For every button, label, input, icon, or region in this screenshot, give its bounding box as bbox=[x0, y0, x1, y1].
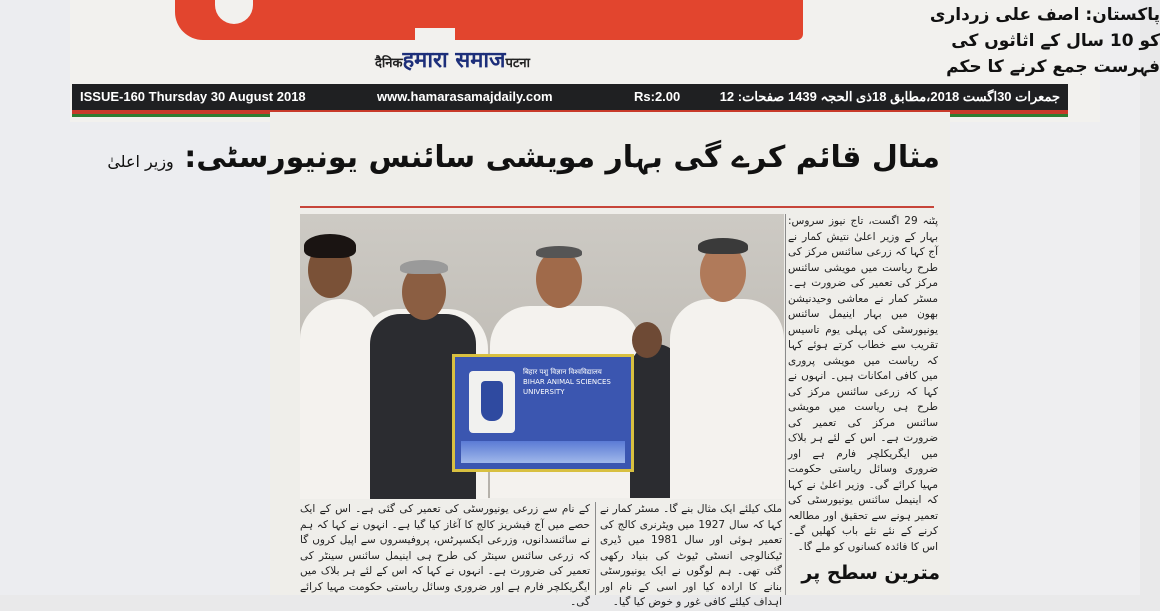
article-headline bbox=[107, 140, 940, 175]
article-column-bottom-2: کے نام سے زرعی یونیورسٹی کی تعمیر کی گئی ہے۔ اس کے ایک حصے میں آج فیشریز کالج کا آغاز کیا گیا ہے۔ انہوں نے کہا کہ ہم نے سائنسدانوں، وزرعی ایکسپرٹس، پروفیسروں سے اپیل کروں گا کہ زرعی سائنس سینٹر کی طرح ہی اینیمل سائنس سینٹر کی تعمیر کی ضرورت ہے۔ انہوں نے کہا کہ اس کے لئے ہر بلاک میں ایگریکلچر فارم ہے اور ضروری وسائل ریاستی حکومت مہیا کرائے گی۔ bbox=[300, 503, 590, 608]
side-news-headline: پاکستان: اصف علی زرداری کو 10 سال کے اثاثوں کی فہرست جمع کرنے کا حکم bbox=[929, 5, 1160, 77]
headline-rule bbox=[300, 206, 934, 208]
subtitle-city: पटना bbox=[505, 56, 530, 71]
newspaper-logo bbox=[175, 0, 803, 40]
article-column-bottom-1: ملک کیلئے ایک مثال بنے گا۔ مسٹر کمار نے کہا کہ سال 1927 میں ویٹرنری کالج کی تعمیر ہوئی اور سال 1981 میں ڈیری ٹیکنالوجی انسٹی ٹیوٹ کی بنیاد رکھی گئی تھی۔ ہم لوگوں نے ایک یونیورسٹی بنانے کا ارادہ کیا اور اسی کے نام اور اہداف کیلئے کافی غور و خوض کیا گیا۔ bbox=[600, 503, 783, 608]
urdu-date: جمعرات 30اگست 2018،مطابق 18ذی الحجہ 1439 صفحات: 12 bbox=[719, 89, 1060, 104]
university-plaque bbox=[452, 354, 634, 472]
column-divider bbox=[785, 214, 786, 595]
price: Rs:2.00 bbox=[634, 89, 681, 104]
headline-text: مثال قائم کرے گی بہار مویشی سائنس یونیورسٹی: bbox=[184, 140, 940, 175]
article-subhead: مترین سطح پر bbox=[801, 562, 940, 584]
subtitle-main: हमारा समाज bbox=[402, 47, 506, 73]
issue-info: ISSUE-160 Thursday 30 August 2018 bbox=[80, 89, 306, 104]
clipping-top-edge bbox=[290, 115, 940, 123]
newspaper-name bbox=[375, 44, 530, 74]
headline-byline: وزیر اعلیٰ bbox=[107, 152, 174, 171]
website-link: www.hamarasamajdaily.com bbox=[377, 89, 553, 104]
column-divider-bottom bbox=[595, 502, 596, 595]
article-column-right: پٹنہ 29 اگست، تاج نیوز سروس: بہار کے وزیر اعلیٰ نتیش کمار نے آج کہا کہ زرعی سائنس مرکز کی طرح ریاست میں مویشی سائنس مرکز کی تعمیر کی ضرورت ہے۔ مسٹر کمار نے معاشی وحیدنیشن بھون میں بہار اینیمل سائنس یونیورسٹی کی پہلی یوم تاسیس تقریب سے خطاب کرتے ہوئے کہا کہ ریاست میں مویشی پروری میں کافی امکانات ہیں۔ انہوں نے کہا کہ زرعی سائنس مرکز کی طرح ہی ریاست میں مویشی سائنس مرکز کی تعمیر کی ضرورت ہے۔ اس کے لئے ہر بلاک میں ایگریکلچر فارم ہے اور ضروری وسائل ریاستی حکومت مہیا کرائے گی۔ وزیر اعلیٰ نے کہا کہ اینیمل سائنس یونیورسٹی کی تعمیر ہونے سے تحقیق اور مطالعہ کرنے کے نئے نئے باب کھلیں گے۔ اس کا فائدہ کسانوں کو ملے گا۔ bbox=[788, 215, 938, 553]
subtitle-prefix: दैनिक bbox=[375, 56, 403, 71]
article-photo bbox=[300, 214, 784, 498]
plaque-text: बिहार पशु विज्ञान विश्वविद्यालय BIHAR ANIMAL SCIENCES UNIVERSITY bbox=[523, 368, 611, 396]
issue-bar bbox=[72, 84, 1068, 110]
